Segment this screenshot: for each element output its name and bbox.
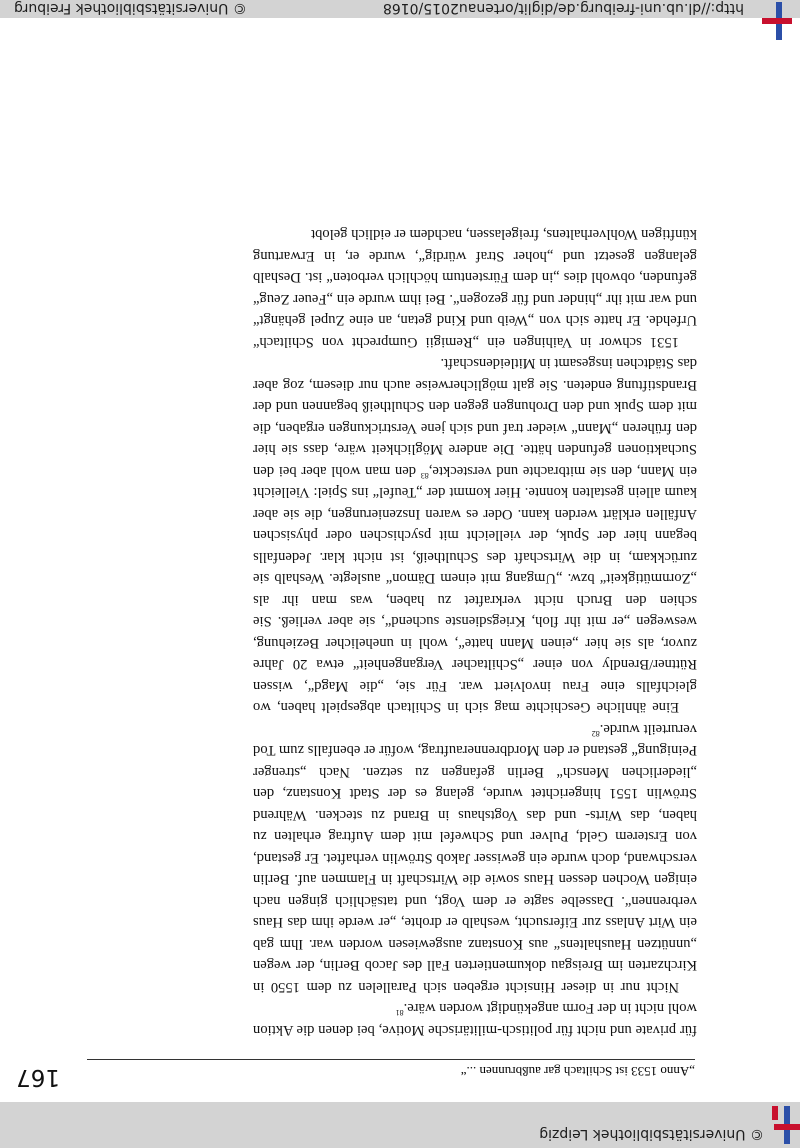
paragraph: [253, 223, 697, 352]
text-run: Eine ähnliche Geschichte mag sich in Schiltach abgespielt haben, wo gleichfalls eine Frau involviert war. Für sie, „die Magd“, wissen Rüttner/Brendly von einer „Schiltacher Vergangenheit“ etwa 20 Jahre zuvor, als sie hier „einen Mann hatte“, wohl in unehelicher Beziehung, weswegen „er mit ihr floh, Kriegsdienste suchend“, sie aber verließ. Sie schien den Bruch nicht verkraftet zu haben, was man ihr als „Zornmütigkeit“ bzw. „Umgang mit einem Dämon“ auslegte. Weshalb sie zurückkam, in die Wirtschaft des Schultheiß, ist nicht klar. Jedenfalls begann hier der Spuk, der vielleicht mit psychischen oder physischen Anfällen erklärt werden kann. Oder es waren Inszenierungen, die sie aber kaum allein gestalten konnte. Hier kommt der „Teufel“ ins Spiel: Vielleicht ein Mann, den sie mitbrachte und versteckte,: [253, 463, 697, 716]
viewer-bottom-bar: [0, 1102, 800, 1148]
body-text: [253, 223, 697, 1040]
running-header: [87, 1059, 695, 1080]
running-title: „Anno 1533 ist Schiltach gar außbrunnen ...“: [460, 1064, 695, 1079]
text-run: 1531 schwor in Vaihingen ein „Remigii Gumprecht von Schiltach“ Urfehde. Er hatte sich von „Weib und Kind getan, an eine Zupel gehängt“ und war mit ihr „hinder und für gezogen“. Bei ihm wurde ein „Feuer Zeug“ gefunden, obwohl dies „in dem Fürstentum höchlich verboten“ ist. Deshalb gelangen gesetzt und „hoher Straf würdig“, wurde er, in Erwartung künftigen Wohlverhaltens, freigelassen, nachdem er eidlich gelobt: [253, 226, 697, 350]
source-url[interactable]: http://dl.ub.uni-freiburg.de/diglit/ortenau2015/0168: [382, 0, 744, 16]
library-credit: © Universitätsbibliothek Leipzig: [539, 1126, 764, 1142]
footnote-ref: 82: [591, 729, 600, 738]
text-run: Nicht nur in dieser Hinsicht ergeben sich Parallelen zu dem 1550 in Kirchzarten im Breisgau dokumentierten Fall des Jacob Berlin, der wegen „unnützen Haushaltens“ aus Konstanz ausgewiesen worden war. Ihm gab ein Wirt Anlass zur Eifersucht, weshalb er drohte, „er werde ihm das Haus verbrennen“. Dasselbe sagte er dem Vogt, und tatsächlich gingen nach einigen Wochen dessen Haus sowie die Wirtschaft in Flammen auf. Berlin verschwand, doch wurde ein gewisser Jakob Ströwlin verhaftet. Er gestand, von Ersterem Geld, Pulver und Schwefel mit dem Auftrag erhalten zu haben, das Wirts- und das Vogtshaus in Brand zu stecken. Während Ströwlin 1551 hingerichtet wurde, gelang es der Stadt Konstanz, den „liederlichen Mensch“ Berlin gefangen zu setzen. Nach „strenger Peinigung“ gestand er den Mordbrennerauftrag, wofür er ebenfalls zum Tod verurteilt wurde.: [253, 721, 697, 995]
text-run: für private und nicht für politisch-militärische Motive, bei denen die Aktion wohl nicht in der Form angekündigt worden wäre.: [253, 1000, 697, 1038]
viewer-top-bar: [0, 0, 800, 18]
paragraph: [253, 997, 697, 1040]
footnote-ref: 83: [420, 471, 429, 480]
freiburg-logo: [756, 2, 796, 40]
paragraph: [253, 718, 697, 998]
footnote-ref: 81: [395, 1008, 404, 1018]
university-logo: [760, 1106, 800, 1144]
paragraph: [253, 352, 697, 718]
page-number: 167: [16, 1064, 60, 1090]
copyright-notice: © Universitätsbibliothek Freiburg: [14, 0, 247, 16]
text-run: den man wohl aber bei den Suchaktionen gefunden hätte. Die andere Möglichkeit wäre, dass sie hier den früheren „Mann“ wieder traf und sich jene Verstrickungen ergaben, die mit dem Spuk und den Drohungen gegen den Schultheiß begannen und der Brandstiftung endeten. Sie galt möglicherweise auch nur diesem, zog aber das Städtchen insgesamt in Mitleidenschaft.: [253, 355, 697, 479]
